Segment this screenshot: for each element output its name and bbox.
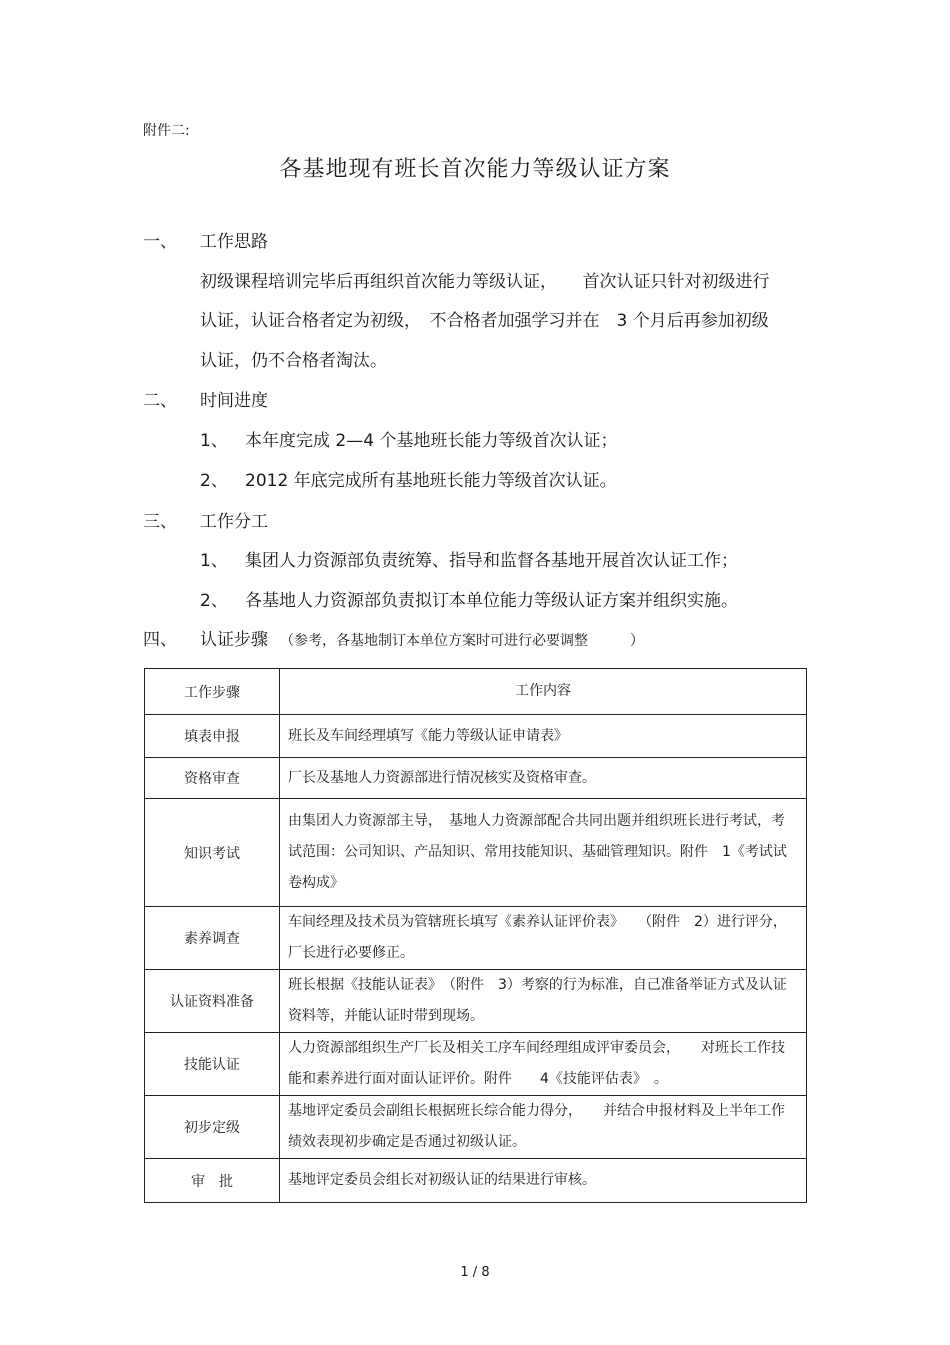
step-content: 基地评定委员会组长对初级认证的结果进行审核。	[280, 1159, 807, 1203]
step-name: 知识考试	[145, 799, 280, 907]
section-1-line-1: 初级课程培训完毕后再组织首次能力等级认证， 首次认证只针对初级进行	[200, 272, 770, 292]
section-2-item-2-number: 2、	[200, 471, 228, 491]
certification-steps-table	[144, 668, 807, 1203]
section-2-title: 时间进度	[200, 391, 268, 411]
section-2-item-1-text: 本年度完成 2—4 个基地班长能力等级首次认证；	[245, 431, 618, 451]
section-2-number: 二、	[143, 391, 177, 411]
step-name: 认证资料准备	[145, 970, 280, 1033]
table-row	[145, 715, 807, 758]
section-1-line-2: 认证，认证合格者定为初级， 不合格者加强学习并在 3 个月后再参加初级	[200, 311, 769, 331]
header-step: 工作步骤	[145, 669, 280, 715]
step-name: 素养调查	[145, 907, 280, 970]
step-name: 技能认证	[145, 1033, 280, 1096]
section-4-heading	[200, 625, 644, 650]
section-3-item-2-text: 各基地人力资源部负责拟订本单位能力等级认证方案并组织实施。	[245, 591, 738, 611]
page-number: 1 / 8	[460, 1265, 490, 1280]
section-4-number: 四、	[143, 630, 177, 650]
section-2-item-1-number: 1、	[200, 431, 228, 451]
step-content: 由集团人力资源部主导， 基地人力资源部配合共同出题并组织班长进行考试，考试范围：公司知识、产品知识、常用技能知识、基础管理知识。附件 1《考试试卷构成》	[280, 799, 807, 907]
step-content: 车间经理及技术员为管辖班长填写《素养认证评价表》 （附件 2）进行评分，厂长进行必要修正。	[280, 907, 807, 970]
table-row	[145, 758, 807, 799]
header-content: 工作内容	[280, 669, 807, 715]
table-row	[145, 1159, 807, 1203]
section-4-title: 认证步骤	[200, 630, 268, 650]
document-title: 各基地现有班长首次能力等级认证方案	[279, 157, 671, 182]
step-name: 填表申报	[145, 715, 280, 758]
section-3-number: 三、	[143, 512, 177, 532]
step-content: 厂长及基地人力资源部进行情况核实及资格审查。	[280, 758, 807, 799]
table-row	[145, 907, 807, 970]
attachment-label: 附件二:	[143, 123, 190, 139]
section-1-number: 一、	[143, 232, 177, 252]
section-1-title: 工作思路	[200, 232, 268, 252]
section-1-line-3: 认证，仍不合格者淘汰。	[200, 351, 387, 371]
section-3-item-1-number: 1、	[200, 551, 228, 571]
section-4-note: （参考，各基地制订本单位方案时可进行必要调整 ）	[280, 633, 644, 649]
table-row	[145, 970, 807, 1033]
table-row	[145, 1096, 807, 1159]
step-content: 基地评定委员会副组长根据班长综合能力得分， 并结合申报材料及上半年工作绩效表现初步确定是否通过初级认证。	[280, 1096, 807, 1159]
step-name: 资格审查	[145, 758, 280, 799]
step-name: 审 批	[145, 1159, 280, 1203]
section-3-title: 工作分工	[200, 512, 268, 532]
step-name: 初步定级	[145, 1096, 280, 1159]
step-content: 班长根据《技能认证表》 （附件 3）考察的行为标准，自己准备举证方式及认证资料等，并能认证时带到现场。	[280, 970, 807, 1033]
step-content: 班长及车间经理填写《能力等级认证申请表》	[280, 715, 807, 758]
table-header-row	[145, 669, 807, 715]
section-2-item-2-text: 2012 年底完成所有基地班长能力等级首次认证。	[245, 471, 617, 491]
table-row	[145, 799, 807, 907]
step-content: 人力资源部组织生产厂长及相关工序车间经理组成评审委员会， 对班长工作技能和素养进行面对面认证评价。附件 4《技能评估表》 。	[280, 1033, 807, 1096]
section-3-item-1-text: 集团人力资源部负责统筹、指导和监督各基地开展首次认证工作；	[245, 551, 738, 571]
table-row	[145, 1033, 807, 1096]
section-3-item-2-number: 2、	[200, 591, 228, 611]
